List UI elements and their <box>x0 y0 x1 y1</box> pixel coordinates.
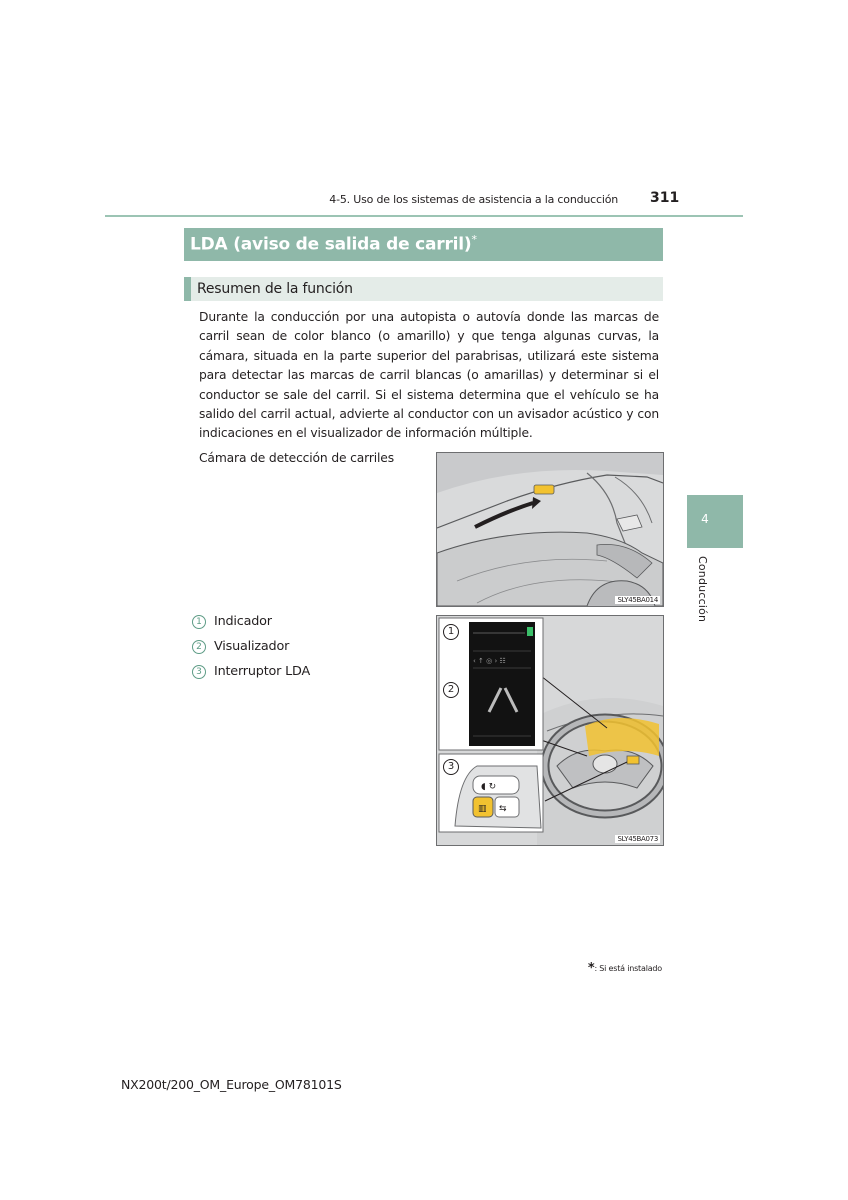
figure-camera <box>436 452 664 607</box>
subheading-accent <box>184 277 191 301</box>
figure1-caption: Cámara de detección de carriles <box>199 451 394 465</box>
steering-wheel-illustration <box>437 616 663 845</box>
car-interior-illustration <box>437 453 663 606</box>
footnote <box>560 961 662 976</box>
header-rule <box>105 215 743 217</box>
callout-1: 1 <box>443 624 459 640</box>
legend-label: Visualizador <box>214 639 290 654</box>
legend-label: Indicador <box>214 614 272 629</box>
page-number: 311 <box>650 190 680 206</box>
lda-indicator-icon <box>527 627 533 636</box>
legend-item-2 <box>192 639 289 654</box>
legend-item-3 <box>192 664 310 679</box>
footnote-star: * <box>587 961 595 976</box>
footnote-text: : Si está instalado <box>594 964 662 973</box>
figure2-code: SLY45BA073 <box>617 835 658 843</box>
legend-label: Interruptor LDA <box>214 664 310 679</box>
callout-2: 2 <box>443 682 459 698</box>
body-paragraph: Durante la conducción por una autopista o autovía donde las marcas de carril sean de color blanco (o amarillo) y que tenga algunas curvas, la cámara, situada en la parte superior del parabrisas, utilizará este sistema para detectar las marcas de carril blancas (o amarillas) y determinar si el conductor se sale del carril. Si el sistema determina que el vehículo se ha salido del carril actual, advierte al conductor con un avisador acústico y con indicaciones en el visualizador de información múltiple. <box>199 310 659 441</box>
callout-3: 3 <box>443 759 459 775</box>
svg-text:◖ ↻: ◖ ↻ <box>481 782 497 792</box>
footer-doc-id: NX200t/200_OM_Europe_OM78101S <box>121 1077 342 1092</box>
svg-text:⇆: ⇆ <box>499 804 507 814</box>
svg-text:‹ ↑ ◎ › ☷: ‹ ↑ ◎ › ☷ <box>473 657 506 665</box>
header-section-title: 4-5. Uso de los sistemas de asistencia a la conducción <box>329 193 618 206</box>
chapter-tab-number: 4 <box>701 512 709 526</box>
svg-text:▥: ▥ <box>478 804 487 814</box>
legend-number: 3 <box>192 665 206 679</box>
camera-highlight <box>534 485 554 494</box>
figure1-code: SLY45BA014 <box>617 596 658 604</box>
legend-number: 1 <box>192 615 206 629</box>
page-title-text: LDA (aviso de salida de carril) <box>190 234 472 255</box>
subheading: Resumen de la función <box>197 281 353 297</box>
chapter-tab-label: Conducción <box>696 556 709 623</box>
legend-item-1 <box>192 614 272 629</box>
legend-number: 2 <box>192 640 206 654</box>
figure-lda-controls <box>436 615 664 846</box>
title-footnote-star: * <box>471 233 477 246</box>
page-title <box>190 233 477 255</box>
